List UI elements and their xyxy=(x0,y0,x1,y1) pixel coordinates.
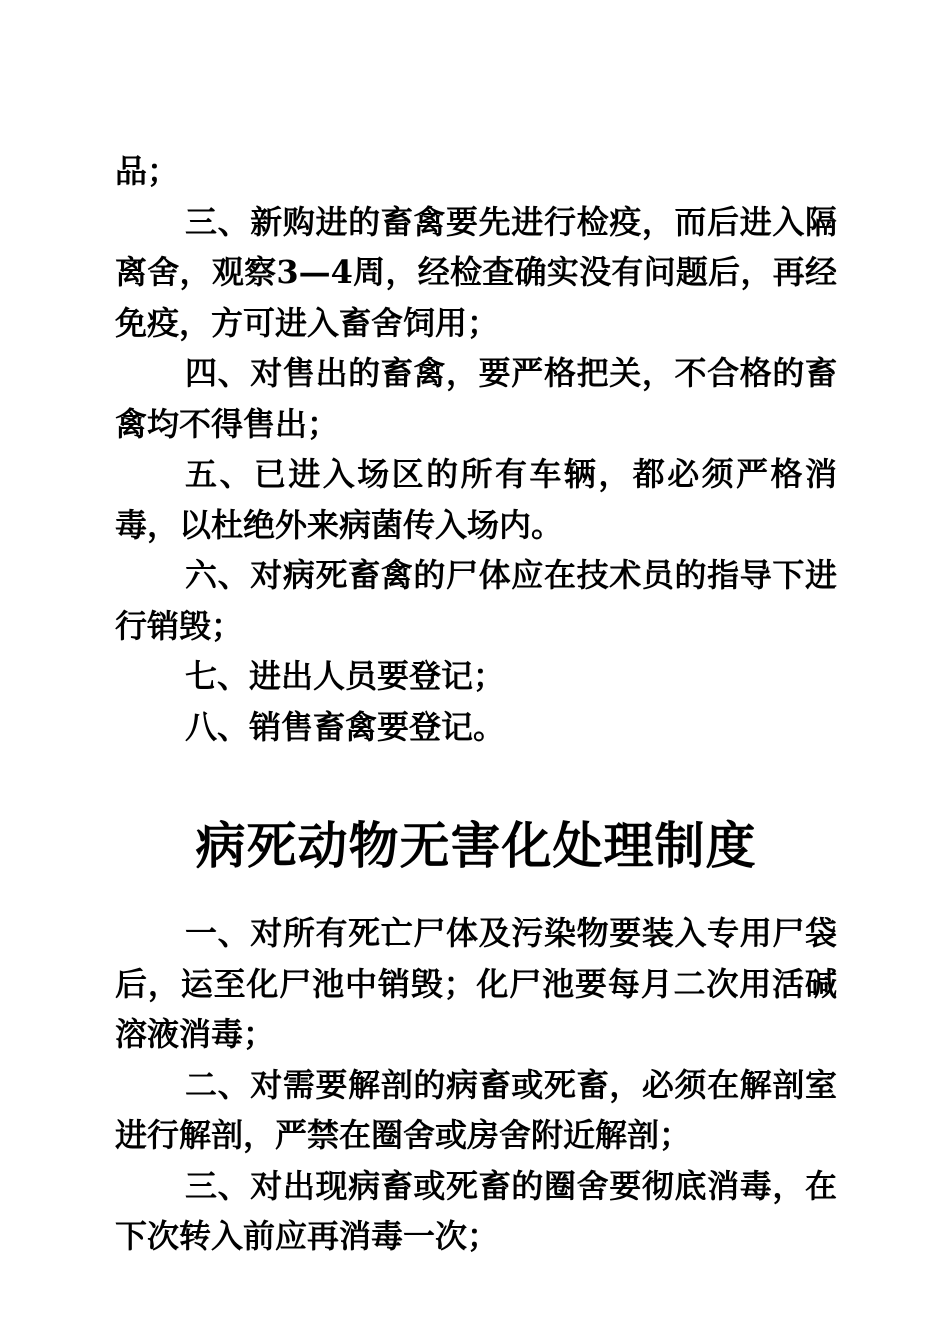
paragraph-rule-8: 八、销售畜禽要登记。 xyxy=(185,707,506,746)
paragraph-rule-3: 三、新购进的畜禽要先进行检疫，而后进入隔离舍，观察3—4周，经检查确实没有问题后，再经免疫，方可进入畜舍饲用； xyxy=(115,202,837,342)
paragraph-rule-7: 七、进出人员要登记； xyxy=(185,657,506,695)
paragraph-rule-6: 六、对病死畜禽的尸体应在技术员的指导下进行销毁； xyxy=(115,556,837,645)
paragraph-disposal-2: 二、对需要解剖的病畜或死畜，必须在解剖室进行解剖，严禁在圈舍或房舍附近解剖； xyxy=(115,1065,837,1154)
paragraph-disposal-3: 三、对出现病畜或死畜的圈舍要彻底消毒，在下次转入前应再消毒一次； xyxy=(115,1166,837,1255)
section-title: 病死动物无害化处理制度 xyxy=(195,817,757,875)
paragraph-rule-4: 四、对售出的畜禽，要严格把关，不合格的畜禽均不得售出； xyxy=(115,354,837,443)
paragraph-disposal-1: 一、对所有死亡尸体及污染物要装入专用尸袋后，运至化尸池中销毁；化尸池要每月二次用活碱溶液消毒； xyxy=(115,914,837,1053)
paragraph-rule-5: 五、已进入场区的所有车辆，都必须严格消毒，以杜绝外来病菌传入场内。 xyxy=(115,455,837,544)
document-page xyxy=(115,146,837,1262)
paragraph-continuation: 品； xyxy=(115,152,180,190)
